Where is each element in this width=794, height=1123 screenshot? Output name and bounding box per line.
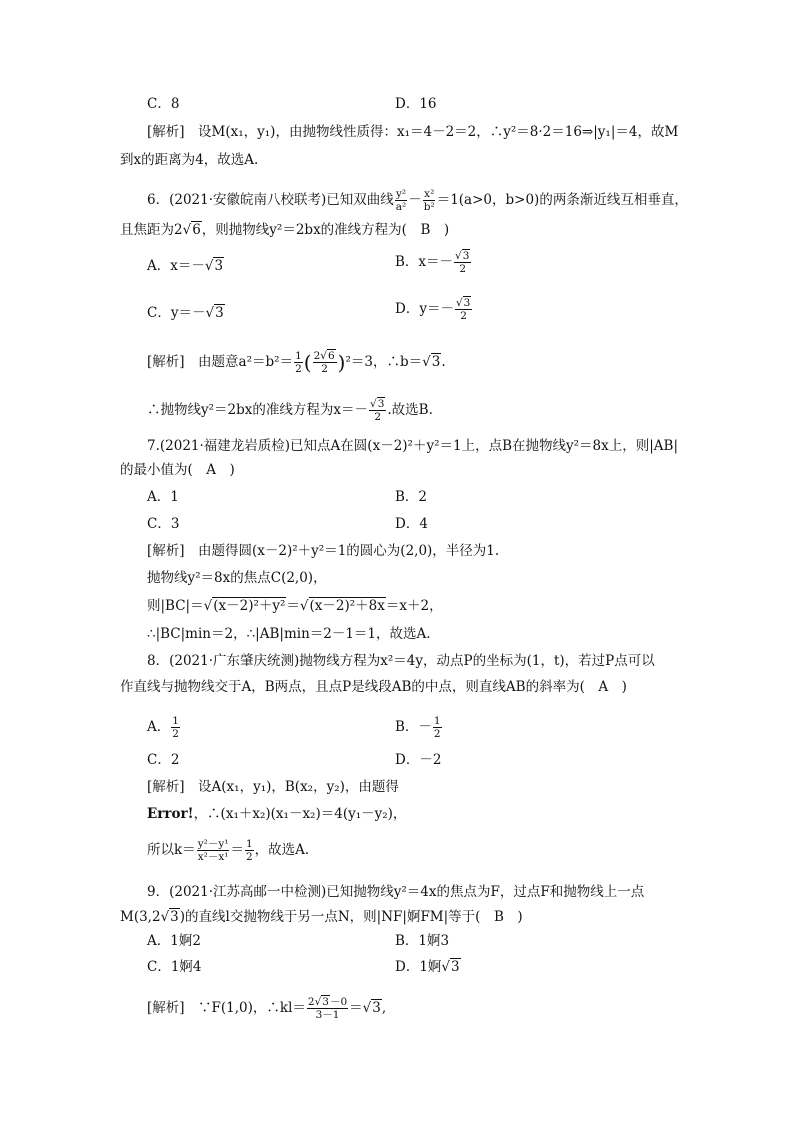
- q9-option-c: C．1婀4: [147, 959, 202, 975]
- q7-solution-line3: 则|BC|＝√(x－2)²＋y²＝√(x－2)²＋8x＝x＋2，: [147, 598, 443, 614]
- q6-solution-line1: [解析] 由题意a²＝b²＝ $\frac{1}{2}$ ( $\frac{2√6}{2}$ )²＝3，∴b＝√3.: [147, 350, 446, 375]
- q7-option-b: B．2: [395, 489, 428, 505]
- q7-solution-line4: ∴|BC|min＝2，∴|AB|min＝2－1＝1，故选A.: [147, 626, 431, 642]
- q9-option-d: D．1婀√3: [395, 959, 460, 975]
- q5-options: [147, 96, 437, 112]
- q8-option-a: A． $\frac{1}{2}$: [147, 715, 179, 740]
- q5-option-d: D．16: [395, 96, 437, 112]
- q7-option-c: C．3: [147, 516, 180, 532]
- q7-option-a: A．1: [147, 489, 179, 505]
- q7-solution-line1: [解析] 由题得圆(x－2)²＋y²＝1的圆心为(2,0)，半径为1.: [147, 543, 500, 559]
- q6-options-cd: [147, 297, 471, 322]
- q8-solution-line2: Error!，∴(x₁＋x₂)(x₁－x₂)＝4(y₁－y₂)，: [147, 806, 407, 822]
- q8-solution-line1: [解析] 设A(x₁，y₁)，B(x₂，y₂)，由题得: [147, 779, 399, 795]
- q8-options-cd: [147, 752, 442, 768]
- q8-options-ab: [147, 715, 441, 740]
- q8-stem-line2: 作直线与抛物线交于A，B两点，且点P是线段AB的中点，则直线AB的斜率为( A ): [120, 679, 627, 695]
- q7-options-ab: [147, 489, 428, 505]
- q9-option-a: A．1婀2: [147, 933, 201, 949]
- q9-option-b: B．1婀3: [395, 933, 450, 949]
- q8-stem-line1: 8．(2021·广东肇庆统测)抛物线方程为x²＝4y，动点P的坐标为(1，t)，若过P点可以: [147, 653, 655, 669]
- q5-solution-line2: 到x的距离为4，故选A.: [120, 152, 259, 168]
- q9-options-ab: [147, 933, 450, 949]
- q8-option-c: C．2: [147, 752, 180, 768]
- q6-stem-line1: 6．(2021·安徽皖南八校联考)已知双曲线 $\frac{\text{y²}}{\text{a²}}$ － $\frac{\text{x²}}{\text{b²}}$ ＝1(a>0，b>0)的两条渐近线互相垂直，: [147, 188, 688, 213]
- q7-solution-line2: 抛物线y²＝8x的焦点C(2,0)，: [147, 570, 327, 586]
- q6-lead: 6．(2021·安徽皖南八校联考)已知双曲线: [147, 192, 394, 208]
- q7-options-cd: [147, 516, 428, 532]
- q7-stem-line1: 7.(2021·福建龙岩质检)已知点A在圆(x－2)²＋y²＝1上，点B在抛物线y²＝8x上，则|AB|: [147, 438, 679, 454]
- q6-option-d: D．y＝－ $\frac{√3}{2}$: [395, 297, 471, 322]
- q5-option-c: C．8: [147, 96, 180, 112]
- q6-condition: ＝1(a>0，b>0)的两条渐近线互相垂直，: [436, 192, 688, 208]
- q6-frac-y2a2: $\frac{\text{y²}}{\text{a²}}$: [395, 188, 407, 213]
- q8-option-d: D．－2: [395, 752, 442, 768]
- q5-solution-line1: [解析] 设M(x₁，y₁)，由抛物线性质得：x₁＝4－2＝2，∴y²＝8·2＝16⇒|y₁|＝4，故M: [147, 124, 679, 140]
- q6-solution-line2: ∴抛物线y²＝2bx的准线方程为x＝－ $\frac{√3}{2}$ .故选B.: [147, 398, 433, 423]
- q9-stem-line1: 9．(2021·江苏高邮一中检测)已知抛物线y²＝4x的焦点为F，过点F和抛物线上一点: [147, 884, 645, 900]
- q8-option-b: B．－ $\frac{1}{2}$: [395, 715, 441, 740]
- q6-frac-x2b2: $\frac{\text{x²}}{\text{b²}}$: [423, 188, 435, 213]
- q9-options-cd: [147, 959, 460, 975]
- q6-option-c: C．y＝－√3: [147, 305, 224, 321]
- q9-stem-line2: M(3,2√3)的直线l交抛物线于另一点N，则|NF|婀FM|等于( B ): [120, 909, 523, 925]
- q6-option-a: A．x＝－√3: [147, 258, 224, 274]
- q8-solution-line3: 所以k＝ $\frac{\text{y²－y¹}}{\text{x²－x¹}}$ ＝ $\frac{1}{2}$ ，故选A.: [147, 838, 310, 863]
- q6-option-b: B．x＝－ $\frac{√3}{2}$: [395, 250, 470, 275]
- q7-stem-line2: 的最小值为( A ): [120, 462, 235, 478]
- q9-solution-line1: [解析] ∵F(1,0)，∴kl＝ $\frac{2√3-0}{3-1}$ ＝√3,: [147, 996, 387, 1021]
- q6-options-ab: [147, 250, 470, 275]
- error-text: Error!: [147, 806, 194, 822]
- q6-stem-line2: 且焦距为2√6，则抛物线y²＝2bx的准线方程为( B ): [120, 222, 450, 238]
- q7-option-d: D．4: [395, 516, 428, 532]
